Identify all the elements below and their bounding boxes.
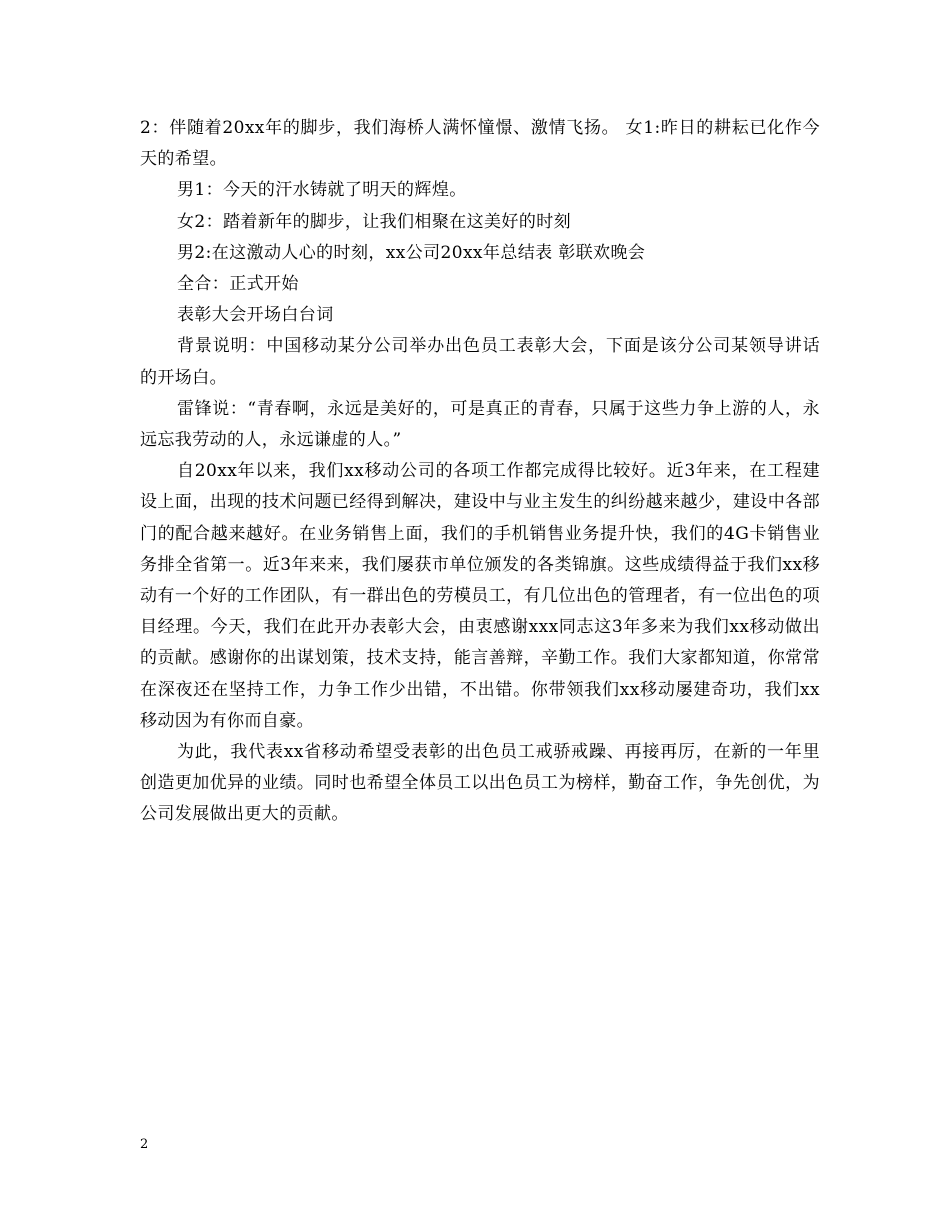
paragraph-7: 背景说明：中国移动某分公司举办出色员工表彰大会，下面是该分公司某领导讲话的开场白。 <box>140 336 820 388</box>
paragraph-4: 男2:在这激动人心的时刻，xx公司20xx年总结表 彰联欢晚会 <box>177 242 646 263</box>
section-heading: 表彰大会开场白台词 <box>177 305 334 326</box>
document-body <box>140 113 820 831</box>
paragraph-2: 男1：今天的汗水铸就了明天的辉煌。 <box>177 180 467 201</box>
paragraph-8: 雷锋说：“青春啊，永远是美好的，可是真正的青春，只属于这些力争上游的人，永远忘我劳动的人，永远谦虚的人。” <box>140 398 820 451</box>
paragraph-5: 全合：正式开始 <box>177 274 299 295</box>
page-number: 2 <box>140 1137 149 1152</box>
paragraph-1: 2：伴随着20xx年的脚步，我们海桥人满怀憧憬、激情飞扬。 女1:昨日的耕耘已化作今天的希望。 <box>140 118 820 170</box>
paragraph-9: 自20xx年以来，我们xx移动公司的各项工作都完成得比较好。近3年来，在工程建设上面，出现的技术问题已经得到解决，建设中与业主发生的纠纷越来越少，建设中各部门的配合越来越好。在业务销售上面，我们的手机销售业务提升快，我们的4G卡销售业务排全省第一。近3年来来，我们屡获市单位颁发的各类锦旗。这些成绩得益于我们xx移动有一个好的工作团队，有一群出色的劳模员工，有几位出色的管理者，有一位出色的项目经理。今天，我们在此开办表彰大会，由衷感谢xxx同志这3年多来为我们xx移动做出的贡献。感谢你的出谋划策，技术支持，能言善辩，辛勤工作。我们大家都知道，你常常在深夜还在坚持工作，力争工作少出错，不出错。你带领我们xx移动屡建奇功，我们xx移动因为有你而自豪。 <box>140 461 820 731</box>
paragraph-3: 女2：踏着新年的脚步，让我们相聚在这美好的时刻 <box>177 211 572 232</box>
paragraph-10: 为此，我代表xx省移动希望受表彰的出色员工戒骄戒躁、再接再厉，在新的一年里创造更加优异的业绩。同时也希望全体员工以出色员工为榜样，勤奋工作，争先创优，为公司发展做出更大的贡献。 <box>140 742 820 825</box>
